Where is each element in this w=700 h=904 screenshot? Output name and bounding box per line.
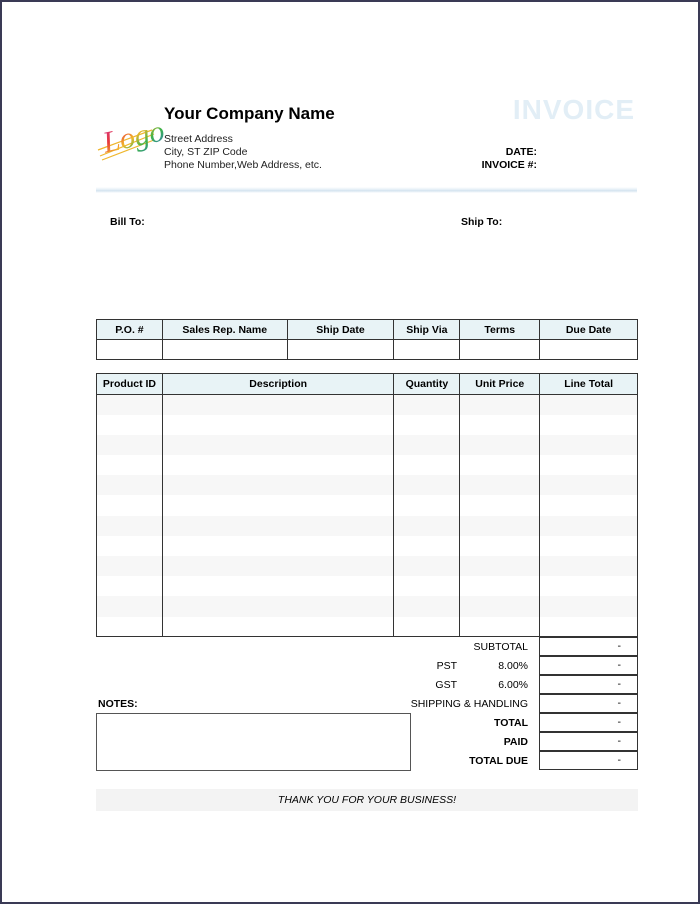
total-value[interactable]: - (539, 713, 638, 732)
description-cell[interactable] (162, 516, 394, 536)
description-cell[interactable] (162, 536, 394, 556)
line-total-cell[interactable] (540, 536, 638, 556)
product-id-cell[interactable] (97, 415, 163, 435)
table-row (97, 516, 638, 536)
order-info-table (96, 319, 638, 360)
quantity-cell[interactable] (394, 516, 460, 536)
pst-value[interactable]: - (539, 656, 638, 675)
product-id-cell[interactable] (97, 576, 163, 596)
unit-price-cell[interactable] (460, 516, 540, 536)
product-id-cell[interactable] (97, 536, 163, 556)
due-date-cell[interactable] (540, 340, 638, 360)
company-city: City, ST ZIP Code (164, 146, 248, 158)
gst-rate: 6.00% (498, 679, 528, 691)
invoice-number-label: INVOICE #: (481, 159, 537, 171)
total-label: TOTAL (493, 717, 528, 729)
unit-price-cell[interactable] (460, 576, 540, 596)
unit-price-cell[interactable] (460, 475, 540, 495)
unit-price-cell[interactable] (460, 495, 540, 515)
product-id-cell[interactable] (97, 556, 163, 576)
table-row (97, 556, 638, 576)
description-cell[interactable] (162, 395, 394, 415)
gst-label: GST (435, 679, 457, 691)
line-total-cell[interactable] (540, 617, 638, 637)
shipping-label: SHIPPING & HANDLING (410, 698, 528, 710)
header-terms: Terms (460, 320, 540, 340)
header-sales-rep: Sales Rep. Name (162, 320, 287, 340)
table-row (97, 455, 638, 475)
header-line-total: Line Total (540, 374, 638, 395)
quantity-cell[interactable] (394, 455, 460, 475)
line-items-table (96, 373, 638, 637)
ship-via-cell[interactable] (394, 340, 460, 360)
unit-price-cell[interactable] (460, 435, 540, 455)
header-due-date: Due Date (540, 320, 638, 340)
unit-price-cell[interactable] (460, 596, 540, 616)
company-name: Your Company Name (164, 104, 335, 123)
product-id-cell[interactable] (97, 596, 163, 616)
table-row (97, 415, 638, 435)
unit-price-cell[interactable] (460, 415, 540, 435)
company-contact: Phone Number,Web Address, etc. (164, 159, 322, 171)
logo-text: Logo (100, 114, 168, 160)
table-row (97, 576, 638, 596)
logo-icon (96, 104, 168, 170)
line-total-cell[interactable] (540, 495, 638, 515)
ship-to-label: Ship To: (461, 216, 503, 228)
quantity-cell[interactable] (394, 495, 460, 515)
line-total-cell[interactable] (540, 395, 638, 415)
quantity-cell[interactable] (394, 435, 460, 455)
description-cell[interactable] (162, 576, 394, 596)
line-total-cell[interactable] (540, 435, 638, 455)
table-row (97, 617, 638, 637)
company-street: Street Address (164, 133, 233, 145)
unit-price-cell[interactable] (460, 455, 540, 475)
unit-price-cell[interactable] (460, 536, 540, 556)
header-description: Description (162, 374, 394, 395)
notes-label: NOTES: (98, 698, 138, 710)
line-total-cell[interactable] (540, 475, 638, 495)
table-row (97, 475, 638, 495)
terms-cell[interactable] (460, 340, 540, 360)
quantity-cell[interactable] (394, 596, 460, 616)
unit-price-cell[interactable] (460, 617, 540, 637)
sales-rep-cell[interactable] (162, 340, 287, 360)
quantity-cell[interactable] (394, 576, 460, 596)
table-row (97, 435, 638, 455)
pst-rate: 8.00% (498, 660, 528, 672)
shipping-value[interactable]: - (539, 694, 638, 713)
product-id-cell[interactable] (97, 395, 163, 415)
description-cell[interactable] (162, 617, 394, 637)
product-id-cell[interactable] (97, 495, 163, 515)
line-total-cell[interactable] (540, 415, 638, 435)
header-quantity: Quantity (394, 374, 460, 395)
header-ship-date: Ship Date (287, 320, 394, 340)
line-total-cell[interactable] (540, 516, 638, 536)
ship-date-cell[interactable] (287, 340, 394, 360)
description-cell[interactable] (162, 556, 394, 576)
product-id-cell[interactable] (97, 617, 163, 637)
paid-value[interactable]: - (539, 732, 638, 751)
quantity-cell[interactable] (394, 395, 460, 415)
subtotal-label: SUBTOTAL (473, 641, 528, 653)
bill-to-label: Bill To: (110, 216, 145, 228)
line-total-cell[interactable] (540, 455, 638, 475)
unit-price-cell[interactable] (460, 395, 540, 415)
line-total-cell[interactable] (540, 556, 638, 576)
description-cell[interactable] (162, 415, 394, 435)
header-product-id: Product ID (97, 374, 163, 395)
description-cell[interactable] (162, 596, 394, 616)
header-unit-price: Unit Price (460, 374, 540, 395)
header-po: P.O. # (97, 320, 163, 340)
product-id-cell[interactable] (97, 516, 163, 536)
header-divider (96, 187, 637, 193)
quantity-cell[interactable] (394, 475, 460, 495)
description-cell[interactable] (162, 455, 394, 475)
line-total-cell[interactable] (540, 596, 638, 616)
table-row (97, 596, 638, 616)
invoice-title: INVOICE (512, 94, 635, 125)
unit-price-cell[interactable] (460, 556, 540, 576)
description-cell[interactable] (162, 435, 394, 455)
description-cell[interactable] (162, 475, 394, 495)
product-id-cell[interactable] (97, 475, 163, 495)
total-due-value[interactable]: - (539, 751, 638, 770)
table-row (97, 536, 638, 556)
quantity-cell[interactable] (394, 536, 460, 556)
quantity-cell[interactable] (394, 415, 460, 435)
pst-label: PST (436, 660, 457, 672)
subtotal-value[interactable]: - (539, 637, 638, 656)
table-row (97, 395, 638, 415)
header-ship-via: Ship Via (394, 320, 460, 340)
po-cell[interactable] (97, 340, 163, 360)
quantity-cell[interactable] (394, 617, 460, 637)
line-total-cell[interactable] (540, 576, 638, 596)
product-id-cell[interactable] (97, 455, 163, 475)
description-cell[interactable] (162, 495, 394, 515)
quantity-cell[interactable] (394, 556, 460, 576)
thank-you-message: THANK YOU FOR YOUR BUSINESS! (96, 789, 638, 811)
total-due-label: TOTAL DUE (469, 755, 528, 767)
date-label: DATE: (505, 146, 537, 158)
notes-field[interactable] (96, 713, 411, 771)
paid-label: PAID (503, 736, 528, 748)
gst-value[interactable]: - (539, 675, 638, 694)
table-row (97, 495, 638, 515)
product-id-cell[interactable] (97, 435, 163, 455)
